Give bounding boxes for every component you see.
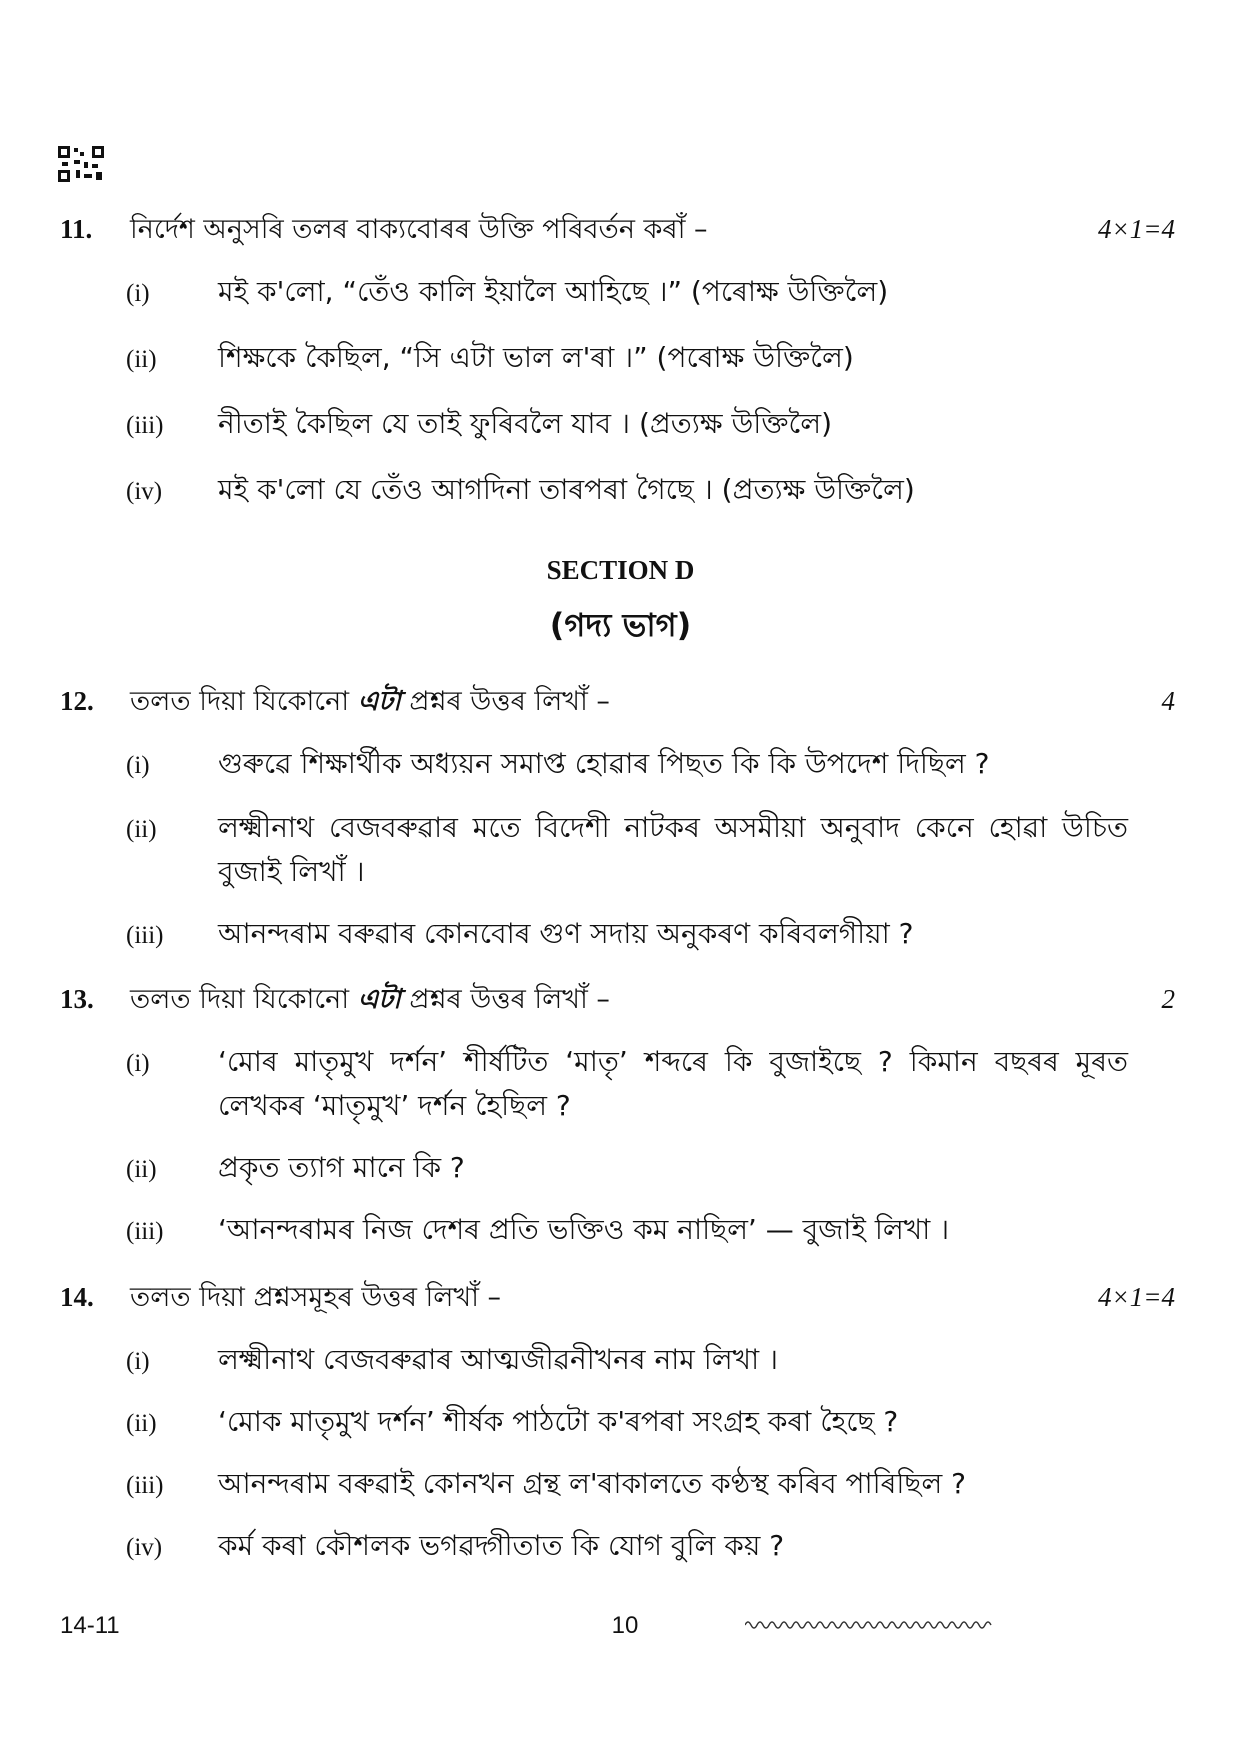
question-14-text: তলত দিয়া প্ৰশ্নসমূহৰ উত্তৰ লিখাঁ – (130, 1282, 502, 1313)
section-title: SECTION D (546, 555, 695, 585)
page-number: 10 (611, 1612, 639, 1639)
q13-item-label: (iii) (126, 1218, 164, 1245)
q12-item-label: (i) (126, 752, 150, 779)
question-13-emphasis: এটা (357, 984, 401, 1015)
q14-item-label: (iii) (126, 1472, 164, 1499)
question-13-text-a: তলত দিয়া যিকোনো (130, 984, 350, 1015)
q13-item-text: ‘আনন্দৰামৰ নিজ দেশৰ প্ৰতি ভক্তিও কম নাছিল’ — বুজাই লিখা । (218, 1213, 950, 1246)
question-number-13: 13. (60, 984, 94, 1014)
question-13-marks: 2 (1161, 984, 1175, 1014)
question-11-text: নিৰ্দেশ অনুসৰি তলৰ বাক্যবোৰৰ উক্তি পৰিবৰ্তন কৰাঁ – (130, 214, 708, 245)
q14-item-label: (ii) (126, 1410, 157, 1437)
q11-item-label: (iii) (126, 412, 164, 439)
q14-item-text: আনন্দৰাম বৰুৱাই কোনখন গ্ৰন্থ ল'ৰাকালতে কণ্ঠস্থ কৰিব পাৰিছিল ? (218, 1467, 966, 1500)
question-11-marks: 4×1=4 (1098, 214, 1175, 244)
question-12-emphasis: এটা (357, 686, 401, 717)
q13-item-label: (ii) (126, 1156, 157, 1183)
question-14-marks: 4×1=4 (1098, 1282, 1175, 1312)
q13-item-text: প্ৰকৃত ত্যাগ মানে কি ? (218, 1151, 465, 1184)
q12-item-text: আনন্দৰাম বৰুৱাৰ কোনবোৰ গুণ সদায় অনুকৰণ কৰিবলগীয়া ? (218, 917, 914, 950)
q12-item-label: (iii) (126, 922, 164, 949)
q11-item-label: (i) (126, 280, 150, 307)
section-subtitle: (গদ্য ভাগ) (549, 606, 692, 644)
question-12-text-a: তলত দিয়া যিকোনো (130, 686, 350, 717)
question-13-text (130, 980, 610, 1020)
question-number-11: 11. (60, 214, 93, 244)
q11-item-label: (ii) (126, 346, 157, 373)
question-12-marks: 4 (1161, 686, 1175, 716)
question-number-14: 14. (60, 1282, 94, 1312)
q12-item-label: (ii) (126, 816, 157, 843)
q11-item-text: মই ক'লো, “তেঁও কালি ইয়ালৈ আহিছে ।” (পৰোক্ষ উক্তিলৈ) (218, 275, 889, 308)
q14-item-label: (iv) (126, 1534, 163, 1561)
q14-item-label: (i) (126, 1348, 150, 1375)
q12-item-text: লক্ষ্মীনাথ বেজবৰুৱাৰ মতে বিদেশী নাটকৰ অসমীয়া অনুবাদ কেনে হোৱা উচিত বুজাই লিখাঁ । (218, 811, 1128, 888)
footer-code: 14-11 (60, 1612, 120, 1639)
q14-item-text: ‘মোক মাতৃমুখ দৰ্শন’ শীৰ্ষক পাঠটো ক'ৰপৰা সংগ্ৰহ কৰা হৈছে ? (218, 1405, 899, 1438)
q13-item-label: (i) (126, 1050, 150, 1077)
q11-item-text: মই ক'লো যে তেঁও আগদিনা তাৰপৰা গৈছে । (প্ৰত্যক্ষ উক্তিলৈ) (218, 473, 915, 506)
q12-item-text: গুৰুৱে শিক্ষাৰ্থীক অধ্যয়ন সমাপ্ত হোৱাৰ পিছত কি কি উপদেশ দিছিল ? (218, 747, 990, 780)
q14-item-text: কৰ্ম কৰা কৌশলক ভগৱদ্গীতাত কি যোগ বুলি কয় ? (218, 1529, 785, 1562)
q11-item-text: শিক্ষকে কৈছিল, “সি এটা ভাল ল'ৰা ।” (পৰোক্ষ উক্তিলৈ) (218, 341, 854, 374)
question-number-12: 12. (60, 686, 94, 716)
q11-item-text: নীতাই কৈছিল যে তাই ফুৰিবলৈ যাব । (প্ৰত্যক্ষ উক্তিলৈ) (218, 407, 833, 440)
q14-item-text: লক্ষ্মীনাথ বেজবৰুৱাৰ আত্মজীৱনীখনৰ নাম লিখা । (218, 1343, 779, 1376)
question-13-text-b: প্ৰশ্নৰ উত্তৰ লিখাঁ – (409, 984, 610, 1015)
qr-code-icon (58, 146, 104, 182)
question-12-text-b: প্ৰশ্নৰ উত্তৰ লিখাঁ – (409, 686, 610, 717)
q11-item-label: (iv) (126, 478, 163, 505)
wavy-line-decoration (745, 1618, 995, 1632)
question-12-text (130, 682, 610, 722)
q13-item-text: ‘মোৰ মাতৃমুখ দৰ্শন’ শীৰ্ষটিত ‘মাতৃ’ শব্দৰে কি বুজাইছে ? কিমান বছৰৰ মূৰত লেখকৰ ‘মাতৃমুখ’ দৰ্শন হৈছিল ? (218, 1045, 1128, 1122)
